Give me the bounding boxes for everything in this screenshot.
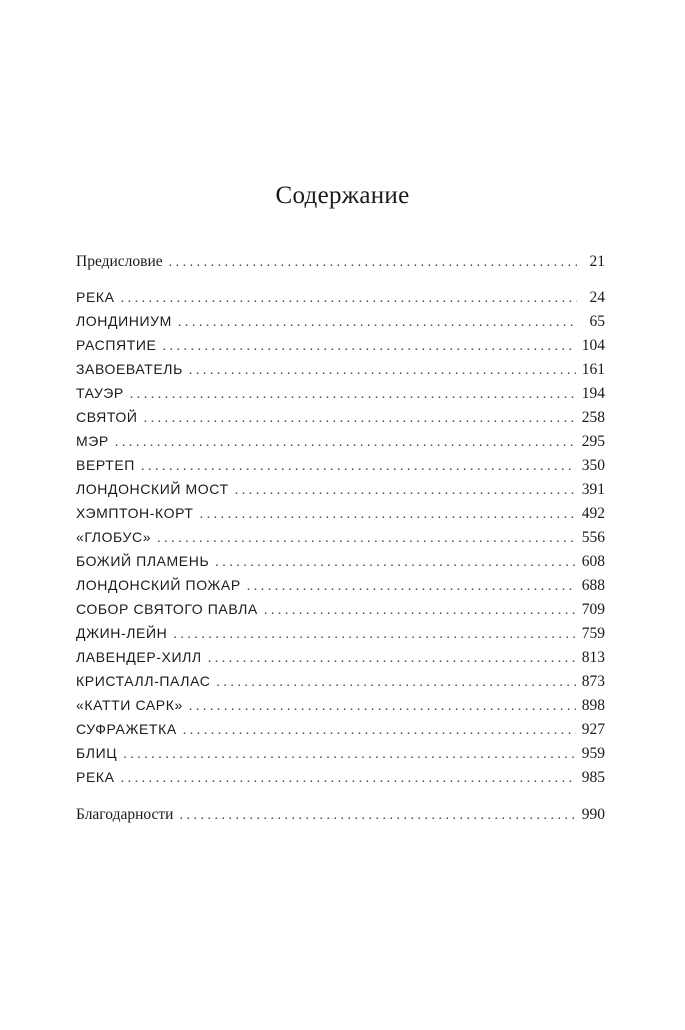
toc-entry-label: ЛОНДОНСКИЙ МОСТ [76, 481, 229, 497]
dot-leader [208, 651, 576, 667]
toc-entry-label: СУФРАЖЕТКА [76, 721, 177, 737]
dot-leader [130, 387, 576, 403]
toc-entry-page-number: 688 [581, 577, 605, 594]
toc-entry-page-number: 898 [581, 697, 605, 714]
toc-entry[interactable] [76, 601, 605, 623]
toc-entry[interactable] [76, 337, 605, 359]
dot-leader [178, 315, 577, 331]
dot-leader [121, 771, 576, 787]
toc-entry-label: ТАУЭР [76, 385, 124, 401]
toc-entry[interactable] [76, 721, 605, 743]
toc-entry[interactable] [76, 409, 605, 431]
toc-entry[interactable] [76, 553, 605, 575]
toc-entry-page-number: 556 [581, 529, 605, 546]
toc-entry-page-number: 24 [589, 289, 605, 306]
toc-entry-label: ХЭМПТОН-КОРТ [76, 505, 194, 521]
dot-leader [189, 699, 576, 715]
toc-entry[interactable] [76, 745, 605, 767]
dot-leader [264, 603, 576, 619]
toc-entry-page-number: 813 [581, 649, 605, 666]
toc-entry[interactable] [76, 649, 605, 671]
toc-entry-label: МЭР [76, 433, 109, 449]
toc-entry-label: СОБОР СВЯТОГО ПАВЛА [76, 601, 258, 617]
dot-leader [216, 675, 575, 691]
toc-entry[interactable] [76, 385, 605, 407]
toc-entry-label: КРИСТАЛЛ-ПАЛАС [76, 673, 211, 689]
dot-leader [115, 435, 576, 451]
toc-entry-page-number: 104 [581, 337, 605, 354]
dot-leader [121, 291, 577, 307]
toc-entry-page-number: 927 [581, 721, 605, 738]
toc-entry-page-number: 21 [589, 253, 605, 270]
toc-entry-page-number: 350 [581, 457, 605, 474]
toc-entry-page-number: 194 [581, 385, 605, 402]
dot-leader [144, 411, 576, 427]
toc-entry-page-number: 709 [581, 601, 605, 618]
toc-entry[interactable] [76, 577, 605, 599]
toc-entry[interactable] [76, 289, 605, 311]
toc-entry[interactable] [76, 313, 605, 335]
toc-entry-label: Предисловие [76, 253, 163, 270]
dot-leader [215, 555, 576, 571]
toc-entry-page-number: 391 [581, 481, 605, 498]
dot-leader [183, 723, 576, 739]
toc-entry-label: РЕКА [76, 769, 115, 785]
dot-leader [141, 459, 576, 475]
toc-entry[interactable] [76, 457, 605, 479]
toc-entry-label: ЛОНДОНСКИЙ ПОЖАР [76, 577, 241, 593]
toc-entry-label: ЛАВЕНДЕР-ХИЛЛ [76, 649, 202, 665]
dot-leader [123, 747, 576, 763]
toc-entry[interactable] [76, 505, 605, 527]
toc-entry-page-number: 990 [581, 806, 605, 823]
toc-entry-page-number: 873 [581, 673, 605, 690]
toc-entry-page-number: 65 [589, 313, 605, 330]
toc-entry[interactable] [76, 361, 605, 383]
toc-entry-label: ЛОНДИНИУМ [76, 313, 172, 329]
dot-leader [200, 507, 576, 523]
dot-leader [179, 808, 575, 824]
toc-entry[interactable] [76, 529, 605, 551]
toc-entry-label: Благодарности [76, 806, 174, 823]
toc-entry[interactable] [76, 673, 605, 695]
toc-entry-label: РАСПЯТИЕ [76, 337, 157, 353]
toc-entry-page-number: 759 [581, 625, 605, 642]
toc-entry-label: ЗАВОЕВАТЕЛЬ [76, 361, 183, 377]
dot-leader [247, 579, 576, 595]
toc-entry[interactable] [76, 806, 605, 828]
toc-entry[interactable] [76, 433, 605, 455]
toc-entry-label: РЕКА [76, 289, 115, 305]
toc-entry-label: «ГЛОБУС» [76, 529, 152, 545]
toc-entry-page-number: 161 [581, 361, 605, 378]
dot-leader [157, 531, 576, 547]
toc-entry[interactable] [76, 625, 605, 647]
toc-entry[interactable] [76, 481, 605, 503]
dot-leader [173, 627, 575, 643]
toc-entry[interactable] [76, 697, 605, 719]
toc-entry-label: ВЕРТЕП [76, 457, 135, 473]
toc-entry-page-number: 959 [581, 745, 605, 762]
dot-leader [189, 363, 576, 379]
toc-entry-label: СВЯТОЙ [76, 409, 138, 425]
dot-leader [169, 255, 577, 271]
toc-entry-label: «КАТТИ САРК» [76, 697, 183, 713]
dot-leader [162, 339, 575, 355]
toc-entry-label: БЛИЦ [76, 745, 118, 761]
toc-entry-page-number: 295 [581, 433, 605, 450]
toc-entry-page-number: 492 [581, 505, 605, 522]
toc-entry-label: БОЖИЙ ПЛАМЕНЬ [76, 553, 210, 569]
toc-entry[interactable] [76, 253, 605, 275]
toc-entry-page-number: 258 [581, 409, 605, 426]
dot-leader [235, 483, 576, 499]
toc-entry-label: ДЖИН-ЛЕЙН [76, 625, 168, 641]
toc-entry-page-number: 985 [581, 769, 605, 786]
toc-entry[interactable] [76, 769, 605, 791]
page-title: Содержание [275, 182, 410, 209]
toc-entry-page-number: 608 [581, 553, 605, 570]
